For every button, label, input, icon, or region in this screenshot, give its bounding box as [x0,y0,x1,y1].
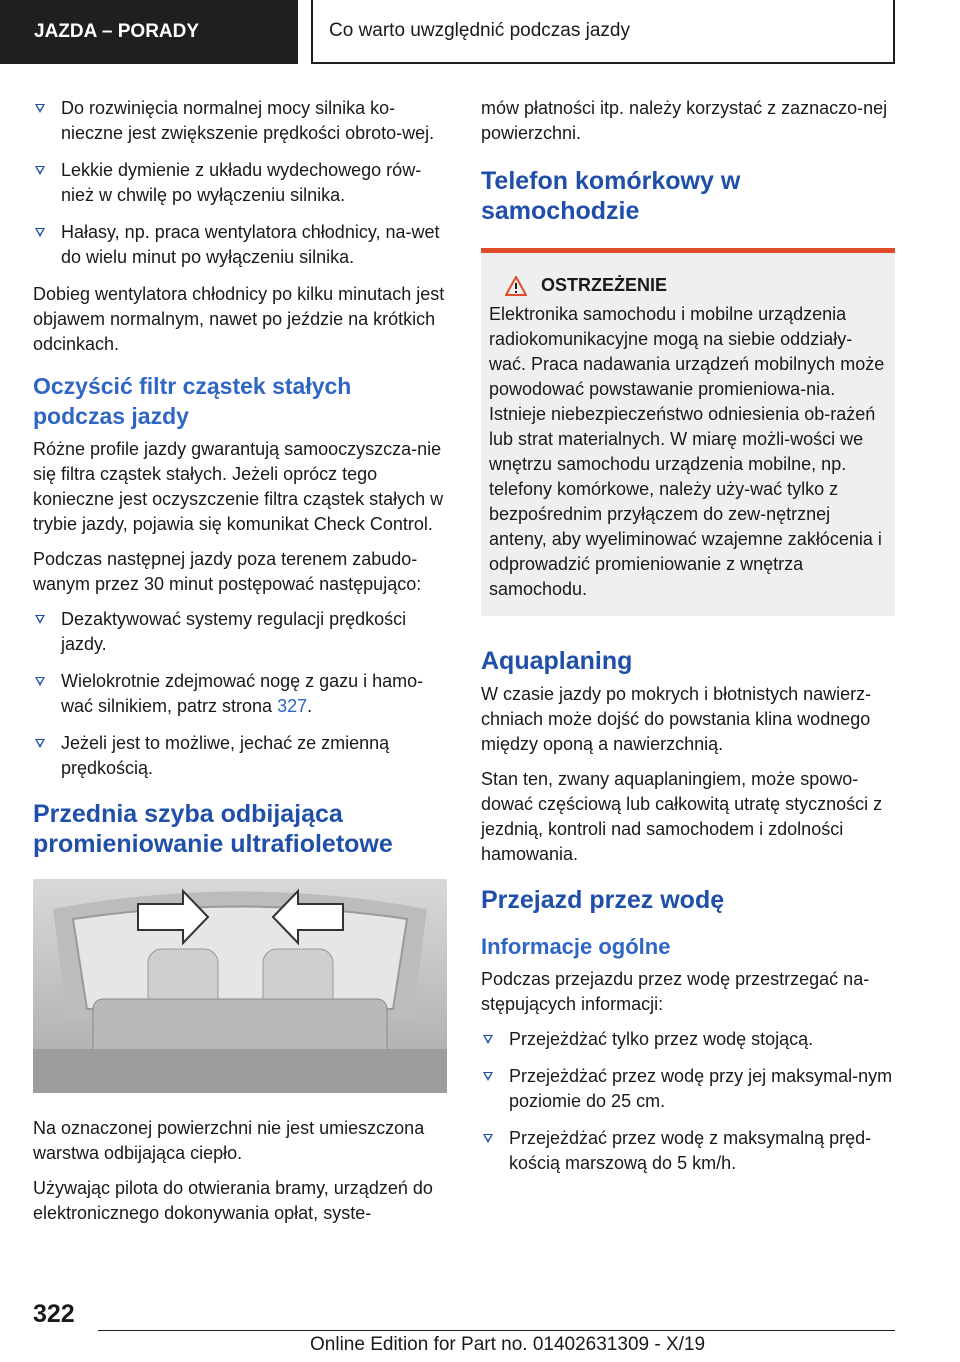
triangle-bullet-icon [35,615,45,624]
triangle-bullet-icon [483,1035,493,1044]
triangle-bullet-icon [35,228,45,237]
paragraph-aquaplaning-2: Stan ten, zwany aquaplaningiem, może spowo-dować częściową lub całkowitą utratę styczności z jezdnią, kontroli nad samochodem i zdolności hamowania. [481,769,883,864]
list-item: Jeżeli jest to możliwe, jechać ze zmienną prędkością. [33,731,447,781]
paragraph-uncoated: Na oznaczonej powierzchni nie jest umieszczona warstwa odbijająca ciepło. [33,1118,425,1163]
paragraph-fan: Dobieg wentylatora chłodnicy po kilku minutach jest objawem normalnym, nawet po jeździe na krótkich odcinkach. [33,284,445,354]
warning-box [481,248,895,616]
left-column [33,96,447,1236]
warning-text: Elektronika samochodu i mobilne urządzenia radiokomunikacyjne mogą na siebie oddziały-wać. Praca nadawania urządzeń mobilnych może powodować powstawanie promieniowa-nia. Istnieje niebezpieczeństwo odniesienia ob-rażeń lub strat materialnych. W miarę możli-wości we wnętrzu samochodu urządzenia mobilne, np. telefony komórkowe, należy uży-wać tylko z bezpośrednim przyłączem do zew-nętrznej anteny, aby wyeliminować wzajemne zakłócenia i odprowadzić promieniowanie z wnętrza samochodu. [489,304,885,599]
list-item: Wielokrotnie zdejmować nogę z gazu i hamo-wać silnikiem, patrz strona 327. [33,669,447,719]
triangle-bullet-icon [35,166,45,175]
page-link[interactable]: 327 [277,696,308,716]
heading-windshield: Przednia szyba odbijająca promieniowanie ultrafioletowe [33,800,393,858]
right-column [481,96,895,1188]
paragraph-procedure: Podczas następnej jazdy poza terenem zabudo-wanym przez 30 minut postępować następująco: [33,549,422,594]
windshield-photo [33,879,447,1093]
paragraph-continued: mów płatności itp. należy korzystać z zaznaczo-nej powierzchni. [481,98,888,143]
footer-edition: Online Edition for Part no. 01402631309 - X/19 [310,1334,706,1355]
page-number: 322 [33,1300,75,1328]
header-section [0,0,298,64]
list-item: Przejeżdżać tylko przez wodę stojącą. [481,1027,895,1052]
header-title-label: Co warto uwzględnić podczas jazdy [329,20,630,41]
triangle-bullet-icon [35,677,45,686]
warning-title: OSTRZEŻENIE [541,275,668,295]
heading-phone: Telefon komórkowy w samochodzie [481,167,741,225]
list-item: Lekkie dymienie z układu wydechowego rów-nież w chwilę po wyłączeniu silnika. [33,158,447,208]
paragraph-water: Podczas przejazdu przez wodę przestrzegać na-stępujących informacji: [481,969,870,1014]
heading-water: Przejazd przez wodę [481,886,725,914]
triangle-bullet-icon [483,1072,493,1081]
paragraph-remote: Używając pilota do otwierania bramy, urządzeń do elektronicznego dokonywania opłat, syste- [33,1178,433,1223]
list-item: Dezaktywować systemy regulacji prędkości jazdy. [33,607,447,657]
heading-general-info: Informacje ogólne [481,934,671,959]
triangle-bullet-icon [483,1134,493,1143]
heading-filter: Oczyścić filtr cząstek stałych podczas jazdy [33,373,352,429]
triangle-bullet-icon [35,739,45,748]
list-item: Hałasy, np. praca wentylatora chłodnicy, na-wet do wielu minut po wyłączeniu silnika. [33,220,447,270]
header-section-label: JAZDA – PORADY [34,21,200,42]
triangle-bullet-icon [35,104,45,113]
footer-divider [98,1330,895,1331]
warning-triangle-icon [505,276,527,296]
warning-header [505,275,887,296]
list-item: Przejeżdżać przez wodę przy jej maksymal-nym poziomie do 25 cm. [481,1064,895,1114]
list-item: Do rozwinięcia normalnej mocy silnika ko-nieczne jest zwiększenie prędkości obroto-wej. [33,96,447,146]
heading-aquaplaning: Aquaplaning [481,647,633,675]
header-title [311,0,895,64]
paragraph-filter: Różne profile jazdy gwarantują samooczyszcza-nie się filtra cząstek stałych. Jeżeli oprócz tego konieczne jest oczyszczenie filtra cząstek stałych w trybie jazdy, pojawia się komunikat Check Control. [33,439,444,534]
paragraph-aquaplaning-1: W czasie jazdy po mokrych i błotnistych nawierz-chniach może dojść do powstania klina wodnego między oponą a nawierzchnią. [481,684,872,754]
list-item: Przejeżdżać przez wodę z maksymalną pręd-kością marszową do 5 km/h. [481,1126,895,1176]
